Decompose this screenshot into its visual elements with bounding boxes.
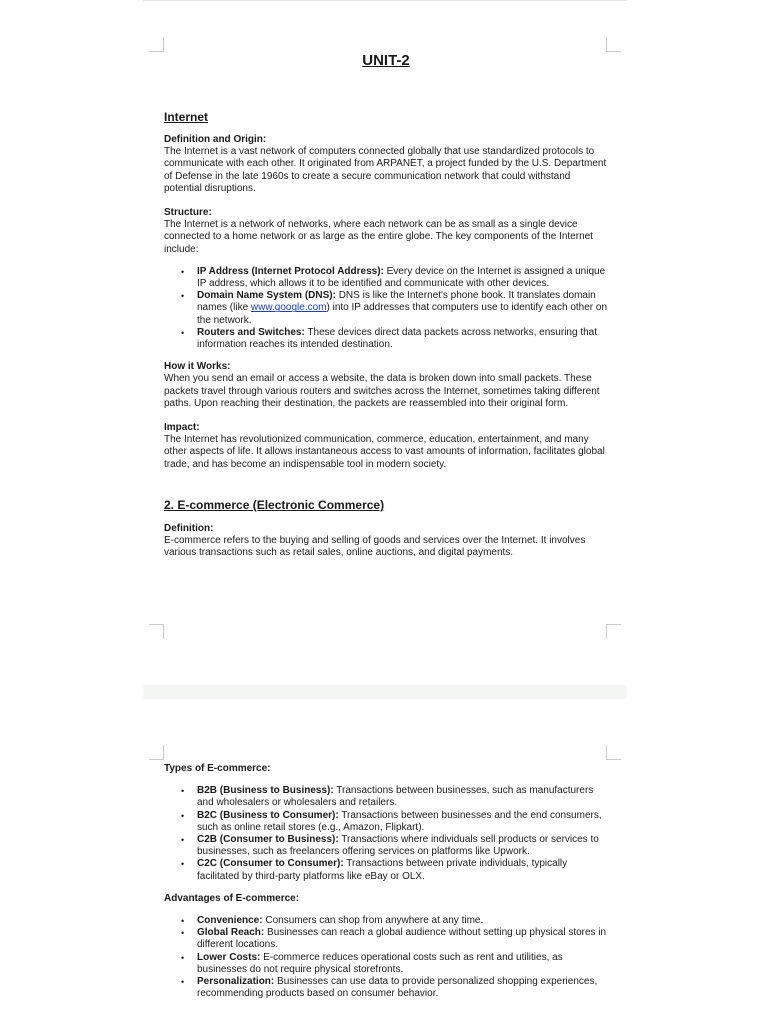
structure-text: The Internet is a network of networks, where each network can be as small as a single device connected to a home network or as large as the entire globe. The key components of the Internet include: <box>164 219 593 255</box>
crop-mark <box>149 624 164 639</box>
definition-origin-label: Definition and Origin: <box>164 134 267 145</box>
list-item <box>197 266 608 290</box>
how-it-works-text: When you send an email or access a website, the data is broken down into small packets. These packets travel through various routers and switches across the Internet, sometimes taking different paths. Upon reaching their destination, the packets are reassembled into their original form. <box>164 373 600 409</box>
google-link[interactable]: www.google.com <box>250 302 327 314</box>
types-list <box>164 785 608 883</box>
list-item-term: B2B (Business to Business): <box>197 785 334 797</box>
list-item-text: ) into IP addresses that computers use to identify each other on the network. <box>197 302 608 326</box>
list-item-term: Lower Costs: <box>197 951 261 963</box>
list-item-text: Businesses can use data to provide personalized shopping experiences, recommending products based on consumer behavior. <box>197 976 598 1000</box>
ecommerce-definition-section <box>164 523 608 560</box>
list-item-term: Domain Name System (DNS): <box>197 290 336 302</box>
unit-title: UNIT-2 <box>362 52 410 69</box>
list-item-term: Routers and Switches: <box>197 326 305 338</box>
definition-origin-section <box>164 134 608 195</box>
list-item <box>197 858 608 882</box>
list-item-text: DNS is like the Internet's phone book. It translates domain names (like <box>197 290 596 314</box>
list-item <box>197 976 608 1000</box>
list-item <box>197 327 608 351</box>
list-item-text: Transactions between businesses and the end consumers, such as online retail stores (e.g., Amazon, Flipkart). <box>197 809 602 833</box>
advantages-section <box>164 893 608 1001</box>
crop-mark <box>606 745 621 760</box>
impact-text: The Internet has revolutionized communication, commerce, education, entertainment, and many other aspects of life. It allows instantaneous access to vast amounts of information, facilitates global trade, and has become an indispensable tool in modern society. <box>164 434 605 470</box>
list-item-text: These devices direct data packets across networks, ensuring that information reaches its intended destination. <box>197 326 597 351</box>
list-item <box>197 915 608 927</box>
structure-label: Structure: <box>164 207 212 219</box>
list-item-text: Consumers can shop from anywhere at any time. <box>262 915 484 927</box>
page-separator <box>143 685 627 699</box>
how-it-works-section <box>164 361 608 410</box>
crop-mark <box>149 745 164 760</box>
document-page-2 <box>143 699 627 1024</box>
document-page-1 <box>143 0 627 686</box>
list-item-text: Every device on the Internet is assigned a unique IP address, which allows it to be identified and communicate with other devices. <box>197 265 606 290</box>
impact-section <box>164 422 608 471</box>
page-2-content <box>164 763 608 1010</box>
impact-label: Impact: <box>164 422 200 434</box>
crop-mark <box>606 624 621 639</box>
types-label: Types of E-commerce: <box>164 763 271 774</box>
crop-mark <box>149 37 164 52</box>
list-item-term: C2B (Consumer to Business): <box>197 834 339 846</box>
list-item-term: Convenience: <box>197 915 263 927</box>
ecommerce-definition-text: E-commerce refers to the buying and selling of goods and services over the Internet. It involves various transactions such as retail sales, online auctions, and digital payments. <box>164 535 586 559</box>
list-item-term: IP Address (Internet Protocol Address): <box>197 265 384 277</box>
list-item-text: E-commerce reduces operational costs such as rent and utilities, as businesses do not require physical storefronts. <box>197 951 563 975</box>
structure-list <box>164 266 608 351</box>
list-item-text: Transactions between private individuals, typically facilitated by third-party platforms like eBay or OLX. <box>197 858 568 882</box>
list-item-text: Businesses can reach a global audience without setting up physical stores in different locations. <box>197 927 607 951</box>
advantages-list <box>164 915 608 1000</box>
crop-mark <box>606 37 621 52</box>
ecommerce-heading: 2. E-commerce (Electronic Commerce) <box>164 497 385 512</box>
list-item-term: C2C (Consumer to Consumer): <box>197 858 344 870</box>
list-item <box>197 834 608 858</box>
list-item-term: Global Reach: <box>197 927 265 939</box>
list-item-term: Personalization: <box>197 976 275 988</box>
internet-heading: Internet <box>164 110 209 124</box>
advantages-label: Advantages of E-commerce: <box>164 892 300 904</box>
list-item <box>197 785 608 809</box>
list-item <box>197 810 608 834</box>
list-item-text: Transactions where individuals sell products or services to businesses, such as freelancers offering services on platforms like Upwork. <box>197 834 599 858</box>
definition-origin-text: The Internet is a vast network of computers connected globally that use standardized protocols to communicate with each other. It originated from ARPANET, a project funded by the U.S. Department of Defense in the late 1960s to create a secure communication network that could withstand potential disruptions. <box>164 146 607 194</box>
ecommerce-definition-label: Definition: <box>164 522 214 534</box>
list-item-text: Transactions between businesses, such as manufacturers and wholesalers or wholesalers and retailers. <box>197 785 594 809</box>
types-section <box>164 763 608 883</box>
page-1-content <box>164 51 608 559</box>
how-it-works-label: How it Works: <box>164 361 231 373</box>
list-item <box>197 927 608 951</box>
list-item <box>197 952 608 976</box>
list-item-term: B2C (Business to Consumer): <box>197 809 339 821</box>
structure-section <box>164 207 608 351</box>
list-item <box>197 290 608 327</box>
